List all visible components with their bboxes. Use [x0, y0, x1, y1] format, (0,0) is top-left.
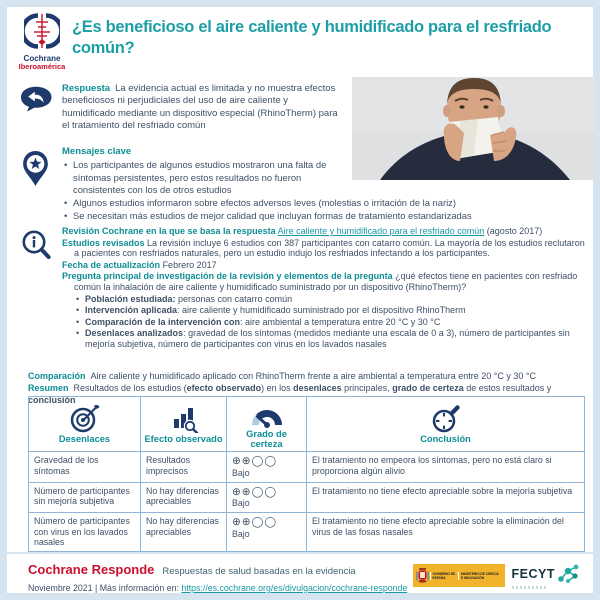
picos-item: • Desenlaces analizados: gravedad de los síntomas (medidos mediante una escala de 0 a 3), número de participantes sin mejoría subjetiva, número de participantes con virus en los lavados nasales — [74, 328, 590, 349]
cell-desenlace: Número de participantes con virus en los lavados nasales — [29, 513, 141, 552]
cell-efecto: No hay diferencias apreciables — [141, 513, 227, 552]
gov-text-2: MINISTERIO DE CIENCIA E INNOVACIÓN — [458, 572, 503, 580]
grade-symbols: ⊕⊕◯◯ — [232, 485, 278, 498]
grade-symbols: ⊕⊕◯◯ — [232, 516, 278, 529]
cochrane-logo-icon — [24, 13, 60, 49]
pin-star-icon — [22, 150, 49, 187]
footer-info-prefix: Noviembre 2021 | Más información en: — [28, 583, 182, 593]
mensajes-heading: Mensajes clave — [62, 146, 132, 157]
grade-label: Bajo — [232, 467, 250, 478]
gov-text-1: GOBIERNO DE ESPAÑA — [430, 572, 458, 580]
picos-item: • Población estudiada: personas con catarro común — [74, 294, 590, 305]
fecyt-network-icon — [557, 563, 581, 585]
fecyt-wordmark: FECYT — [511, 567, 555, 581]
revision-section — [62, 226, 590, 351]
revision-basis-label: Revisión Cochrane en la que se basa la respuesta — [62, 226, 276, 236]
mensaje-item: • Se necesitan más estudios de mejor calidad que incluyan formas de tratamiento estandarizadas — [62, 210, 586, 222]
mensaje-item: • Algunos estudios informaron sobre efectos adversos leves (molestias o irritación de la nariz) — [62, 197, 586, 209]
fecha-text: Febrero 2017 — [162, 259, 217, 270]
revision-fecha-line — [62, 260, 590, 271]
cell-efecto: No hay diferencias apreciables — [141, 482, 227, 513]
picos-item: • Comparación de la intervención con: aire ambiental a temperatura entre 20 °C y 30 °C — [74, 317, 590, 328]
mensajes-list — [62, 159, 586, 222]
grade-label: Bajo — [232, 498, 250, 509]
content-area — [7, 7, 593, 593]
gauge-icon — [229, 400, 304, 428]
estudios-label: Estudios revisados — [62, 237, 145, 248]
revision-estudios-line — [62, 238, 590, 259]
compass-icon — [309, 405, 582, 433]
brand-region: Iberoamérica — [18, 62, 66, 72]
grade-label: Bajo — [232, 528, 250, 539]
bar-chart-magnifier-icon — [143, 405, 224, 433]
pregunta-text: ¿qué efectos tiene en pacientes con resfriado común la inhalación de aire caliente y humidificado suministrado por un dispositivo (RhinoTherm)? — [74, 271, 578, 293]
pregunta-label: Pregunta principal de investigación de la revisión y elementos de la pregunta — [62, 271, 393, 282]
cell-desenlace: Número de participantes sin mejoría subjetiva — [29, 482, 141, 513]
cell-conclusion: El tratamiento no tiene efecto apreciable sobre la mejoría subjetiva — [307, 482, 585, 513]
respuesta-text: La evidencia actual es limitada y no muestra efectos beneficiosos ni perjudiciales del uso de aire caliente y humidificado mediante un dispositivo especial (RhinoTherm) para el tratamiento del resfriado común — [62, 83, 338, 132]
comparacion-label: Comparación — [28, 371, 86, 381]
header-conclusion: Conclusión — [307, 397, 585, 452]
cell-grado — [227, 482, 307, 513]
cell-efecto: Resultados imprecisos — [141, 452, 227, 483]
header-efecto: Efecto observado — [141, 397, 227, 452]
footer-text — [28, 561, 407, 593]
footer-link[interactable]: https://es.cochrane.org/es/divulgacion/cochrane-responde — [181, 583, 408, 593]
fecyt-logo — [512, 563, 581, 589]
review-link[interactable]: Aire caliente y humidificado para el resfriado común — [277, 226, 485, 236]
footer-tagline: Respuestas de salud basadas en la evidencia — [162, 566, 356, 577]
picos-list — [74, 294, 590, 350]
revision-basis-line — [62, 226, 590, 237]
spain-coat-of-arms-icon — [415, 566, 430, 585]
revision-pregunta-line — [62, 271, 590, 292]
fecha-label: Fecha de actualización — [62, 259, 161, 270]
cell-grado — [227, 513, 307, 552]
table-row — [29, 452, 585, 483]
mensaje-item: • Los participantes de algunos estudios mostraron una falta de síntomas persistentes, pero estos resultados no fueron consistentes con los de otros estudios — [62, 159, 344, 196]
table-row — [29, 513, 585, 552]
comparacion-line — [28, 371, 594, 383]
fecyt-subtext-decor — [512, 586, 546, 589]
grade-symbols: ⊕⊕◯◯ — [232, 455, 278, 467]
gobierno-espana-logo — [413, 564, 505, 587]
page-title: ¿Es beneficioso el aire caliente y humidificado para el resfriado común? — [72, 18, 552, 58]
footer-logos — [413, 563, 581, 589]
mensajes-section — [62, 146, 586, 223]
footer-brand: Cochrane Responde — [28, 562, 155, 577]
summary-table — [28, 396, 585, 552]
table-row — [29, 482, 585, 513]
picos-item: • Intervención aplicada: aire caliente y humidificado suministrado por el dispositivo RhinoTherm — [74, 305, 590, 316]
magnifier-info-icon — [20, 229, 52, 263]
brand-name: Cochrane — [23, 54, 61, 63]
target-arrow-icon — [31, 405, 138, 433]
cell-grado — [227, 452, 307, 483]
respuesta-label: Respuesta — [62, 83, 111, 94]
speech-bubble-reply-icon — [20, 86, 53, 113]
cell-conclusion: El tratamiento no empeora los síntomas, pero no está claro si proporciona algún alivio — [307, 452, 585, 483]
cochrane-logo — [16, 13, 68, 71]
comparacion-text: Aire caliente y humidificado aplicado con RhinoTherm frente a aire ambiental a temperatura entre 20 °C y 30 °C — [90, 371, 536, 381]
resumen-label: Resumen — [28, 382, 69, 393]
cell-desenlace: Gravedad de los síntomas — [29, 452, 141, 483]
table-header-row — [29, 397, 585, 452]
footer — [7, 552, 593, 593]
cell-conclusion: El tratamiento no tiene efecto apreciable sobre la eliminación del virus de las fosas nasales — [307, 513, 585, 552]
estudios-text: La revisión incluye 6 estudios con 387 participantes con catarro común. La mayoría de los estudios reclutaron a pacientes con resfriados naturales, pero un estudio indujo los resfriados infectando a los participantes. — [74, 237, 585, 259]
resumen-line: Resumen Resultados de los estudios (efecto observado) en los desenlaces principales, grado de certeza de estos resultados y conclusión — [28, 382, 552, 405]
header-grado: Grado de certeza — [227, 397, 307, 452]
respuesta-section — [62, 83, 342, 132]
revision-basis-date: (agosto 2017) — [486, 226, 543, 236]
header-desenlaces: Desenlaces — [29, 397, 141, 452]
